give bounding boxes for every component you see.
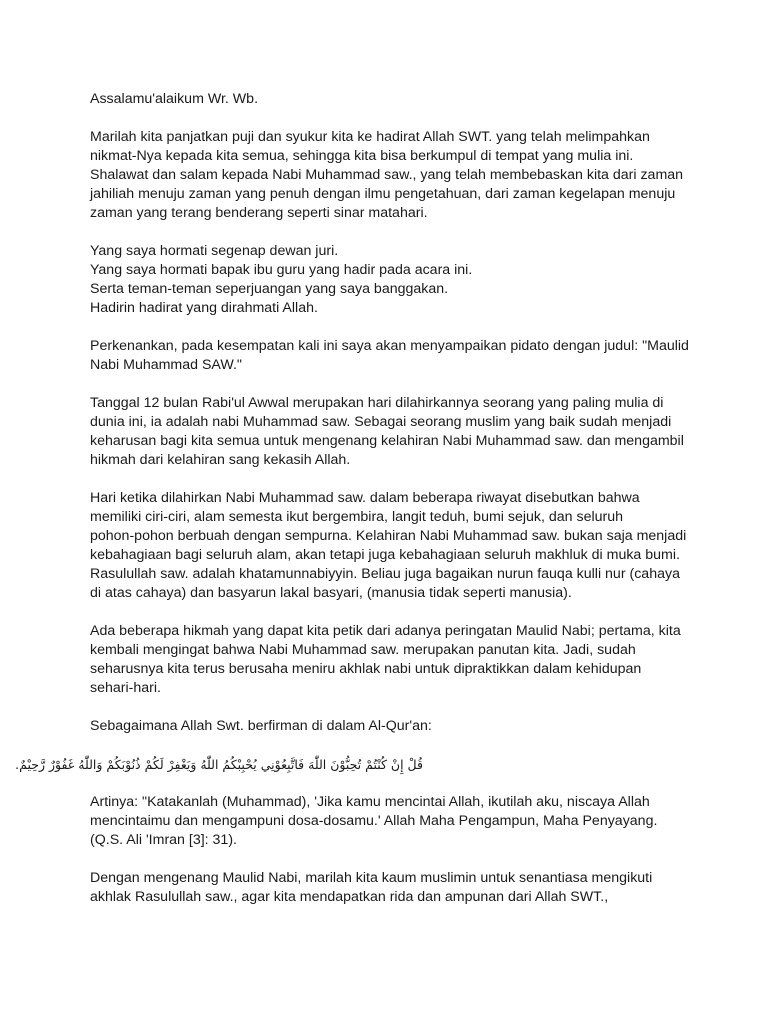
arabic-verse: قُلْ إِنْ كُنْتُمْ تُحِبُّوْنَ اللّٰهَ فَاتَّبِعُوْنِي يُحْبِبْكُمُ اللّٰهُ وَيَغْفِرْ لَكُمْ ذُنُوْبَكُمْ وَاللّٰهُ غَفُوْرٌ رَّحِيْمٌ. bbox=[15, 757, 423, 772]
paragraph-line: jahiliah menuju zaman yang penuh dengan ilmu pengetahuan, dari zaman kegelapan menuju bbox=[90, 186, 676, 202]
paragraph-line: hikmah dari kelahiran sang kekasih Allah. bbox=[90, 452, 351, 468]
paragraph-introduction bbox=[90, 337, 690, 375]
paragraph-translation bbox=[90, 793, 690, 850]
paragraph-line: Nabi Muhammad SAW." bbox=[90, 357, 242, 373]
paragraph-line: Marilah kita panjatkan puji dan syukur kita ke hadirat Allah SWT. yang telah melimpahkan bbox=[90, 129, 650, 145]
paragraph-line: Artinya: "Katakanlah (Muhammad), 'Jika kamu mencintai Allah, ikutilah aku, niscaya Allah bbox=[90, 794, 650, 810]
paragraph-line: Serta teman-teman seperjuangan yang saya banggakan. bbox=[90, 281, 449, 297]
paragraph-line: Sebagaimana Allah Swt. berfirman di dalam Al-Qur'an: bbox=[90, 718, 432, 734]
paragraph-line: zaman yang terang benderang seperti sinar matahari. bbox=[90, 205, 428, 221]
paragraph-opening bbox=[90, 128, 690, 223]
paragraph-salutations bbox=[90, 242, 690, 318]
paragraph-line: kebahagiaan bagi seluruh alam, akan tetapi juga kebahagiaan seluruh makhluk di muka bumi. bbox=[90, 547, 680, 563]
paragraph-line: nikmat-Nya kepada kita semua, sehingga kita bisa berkumpul di tempat yang mulia ini. bbox=[90, 148, 634, 164]
paragraph-line: Yang saya hormati segenap dewan juri. bbox=[90, 243, 339, 259]
paragraph-line: sehari-hari. bbox=[90, 680, 161, 696]
document-body bbox=[15, 90, 690, 926]
paragraph-line: Shalawat dan salam kepada Nabi Muhammad saw., yang telah membebaskan kita dari zaman bbox=[90, 167, 684, 183]
paragraph-line: kembali mengingat bahwa Nabi Muhammad saw. merupakan panutan kita. Jadi, sudah bbox=[90, 642, 636, 658]
paragraph-line: dunia ini, ia adalah nabi Muhammad saw. Sebagai seorang muslim yang baik sudah menjadi bbox=[90, 414, 672, 430]
greeting-line: Assalamu'alaikum Wr. Wb. bbox=[90, 91, 259, 107]
paragraph-closing bbox=[90, 869, 690, 907]
paragraph-line: pohon-pohon berbuah dengan sempurna. Kelahiran Nabi Muhammad saw. bukan saja menjadi bbox=[90, 528, 687, 544]
paragraph-line: Perkenankan, pada kesempatan kali ini saya akan menyampaikan pidato dengan judul: "Maulid bbox=[90, 338, 689, 354]
paragraph-wisdom bbox=[90, 622, 690, 698]
paragraph-birth-date bbox=[90, 394, 690, 470]
paragraph-line: Rasulullah saw. adalah khatamunnabiyyin. Beliau juga bagaikan nurun fauqa kulli nur (cahaya bbox=[90, 566, 680, 582]
paragraph-line: keharusan bagi kita semua untuk mengenang kelahiran Nabi Muhammad saw. dan mengambil bbox=[90, 433, 684, 449]
paragraph-quran-intro bbox=[90, 717, 690, 736]
paragraph-line: seharusnya kita terus berusaha meniru akhlak nabi untuk dipraktikkan dalam kehidupan bbox=[90, 661, 642, 677]
paragraph-line: (Q.S. Ali 'Imran [3]: 31). bbox=[90, 832, 237, 848]
paragraph-line: Dengan mengenang Maulid Nabi, marilah kita kaum muslimin untuk senantiasa mengikuti bbox=[90, 870, 653, 886]
greeting bbox=[90, 90, 690, 109]
paragraph-line: Hari ketika dilahirkan Nabi Muhammad saw. dalam beberapa riwayat disebutkan bahwa bbox=[90, 490, 640, 506]
paragraph-line: memiliki ciri-ciri, alam semesta ikut bergembira, langit teduh, bumi sejuk, dan seluruh bbox=[90, 509, 624, 525]
paragraph-line: Ada beberapa hikmah yang dapat kita petik dari adanya peringatan Maulid Nabi; pertama, kita bbox=[90, 623, 681, 639]
paragraph-birth-signs bbox=[90, 489, 690, 603]
paragraph-line: Hadirin hadirat yang dirahmati Allah. bbox=[90, 300, 318, 316]
paragraph-line: Yang saya hormati bapak ibu guru yang hadir pada acara ini. bbox=[90, 262, 473, 278]
paragraph-line: akhlak Rasulullah saw., agar kita mendapatkan rida dan ampunan dari Allah SWT., bbox=[90, 889, 609, 905]
paragraph-line: mencintaimu dan mengampuni dosa-dosamu.' Allah Maha Pengampun, Maha Penyayang. bbox=[90, 813, 658, 829]
paragraph-line: Tanggal 12 bulan Rabi'ul Awwal merupakan hari dilahirkannya seorang yang paling mulia di bbox=[90, 395, 664, 411]
paragraph-line: di atas cahaya) dan basyarun lakal basyari, (manusia tidak seperti manusia). bbox=[90, 585, 572, 601]
